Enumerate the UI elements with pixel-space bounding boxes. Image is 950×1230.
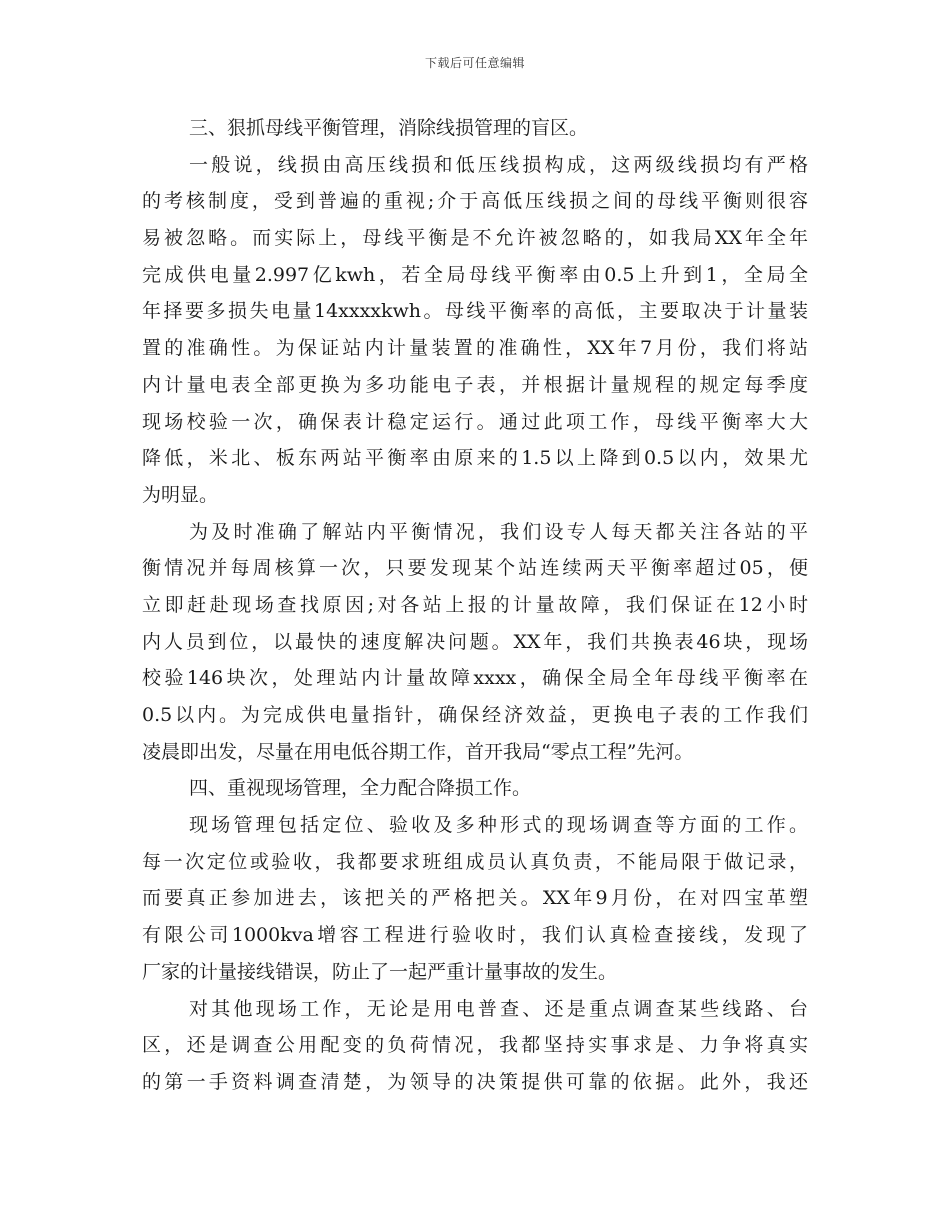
text-line: 衡情况并每周核算一次，只要发现某个站连续两天平衡率超过05，便 bbox=[142, 557, 808, 580]
text-line: 凌晨即出发，尽量在用电低谷期工作，首开我局“零点工程”先河。 bbox=[142, 740, 694, 763]
text-line: 置的准确性。为保证站内计量装置的准确性，XX年7月份，我们将站 bbox=[142, 337, 808, 360]
text-line: 一般说，线损由高压线损和低压线损构成，这两级线损均有严格 bbox=[189, 153, 808, 176]
text-line: 而要真正参加进去，该把关的严格把关。XX年9月份，在对四宝革塑 bbox=[142, 887, 808, 910]
text-line: 年择要多损失电量14xxxxkwh。母线平衡率的高低，主要取决于计量装 bbox=[142, 300, 808, 323]
text-line: 0.5以内。为完成供电量指针，确保经济效益，更换电子表的工作我们 bbox=[142, 704, 808, 726]
text-line: 有限公司1000kva增容工程进行验收时，我们认真检查接线，发现了 bbox=[142, 924, 808, 947]
text-line: 内人员到位，以最快的速度解决问题。XX年，我们共换表46块，现场 bbox=[142, 630, 808, 653]
document-body bbox=[142, 110, 808, 1101]
text-line: 现场管理包括定位、验收及多种形式的现场调查等方面的工作。 bbox=[189, 814, 808, 837]
text-line: 内计量电表全部更换为多功能电子表，并根据计量规程的规定每季度 bbox=[142, 373, 808, 396]
text-line: 完成供电量2.997亿kwh，若全局母线平衡率由0.5上升到1，全局全 bbox=[142, 263, 808, 286]
text-line: 三、狠抓母线平衡管理，消除线损管理的盲区。 bbox=[189, 117, 589, 139]
text-line: 的考核制度，受到普遍的重视;介于高低压线损之间的母线平衡则很容 bbox=[142, 190, 808, 213]
text-line: 现场校验一次，确保表计稳定运行。通过此项工作，母线平衡率大大 bbox=[142, 410, 808, 433]
text-line: 区，还是调查公用配变的负荷情况，我都坚持实事求是、力争将真实 bbox=[142, 1034, 808, 1057]
text-line: 易被忽略。而实际上，母线平衡是不允许被忽略的，如我局XX年全年 bbox=[142, 227, 808, 250]
text-line: 立即赶赴现场查找原因;对各站上报的计量故障，我们保证在12小时 bbox=[142, 593, 808, 616]
text-line: 校验146块次，处理站内计量故障xxxx，确保全局全年母线平衡率在 bbox=[142, 667, 808, 690]
text-line: 为明显。 bbox=[142, 483, 219, 506]
text-line: 为及时准确了解站内平衡情况，我们设专人每天都关注各站的平 bbox=[189, 520, 808, 543]
text-line: 每一次定位或验收，我都要求班组成员认真负责，不能局限于做记录， bbox=[142, 850, 808, 873]
text-line: 厂家的计量接线错误，防止了一起严重计量事故的发生。 bbox=[142, 960, 618, 983]
page-header-note: 下载后可任意编辑 bbox=[424, 56, 525, 70]
text-line: 对其他现场工作，无论是用电普查、还是重点调查某些线路、台 bbox=[189, 997, 808, 1020]
text-line: 降低，米北、板东两站平衡率由原来的1.5以上降到0.5以内，效果尤 bbox=[142, 447, 808, 470]
text-line: 的第一手资料调查清楚，为领导的决策提供可靠的依据。此外，我还 bbox=[142, 1070, 808, 1093]
text-line: 四、重视现场管理，全力配合降损工作。 bbox=[189, 777, 532, 800]
